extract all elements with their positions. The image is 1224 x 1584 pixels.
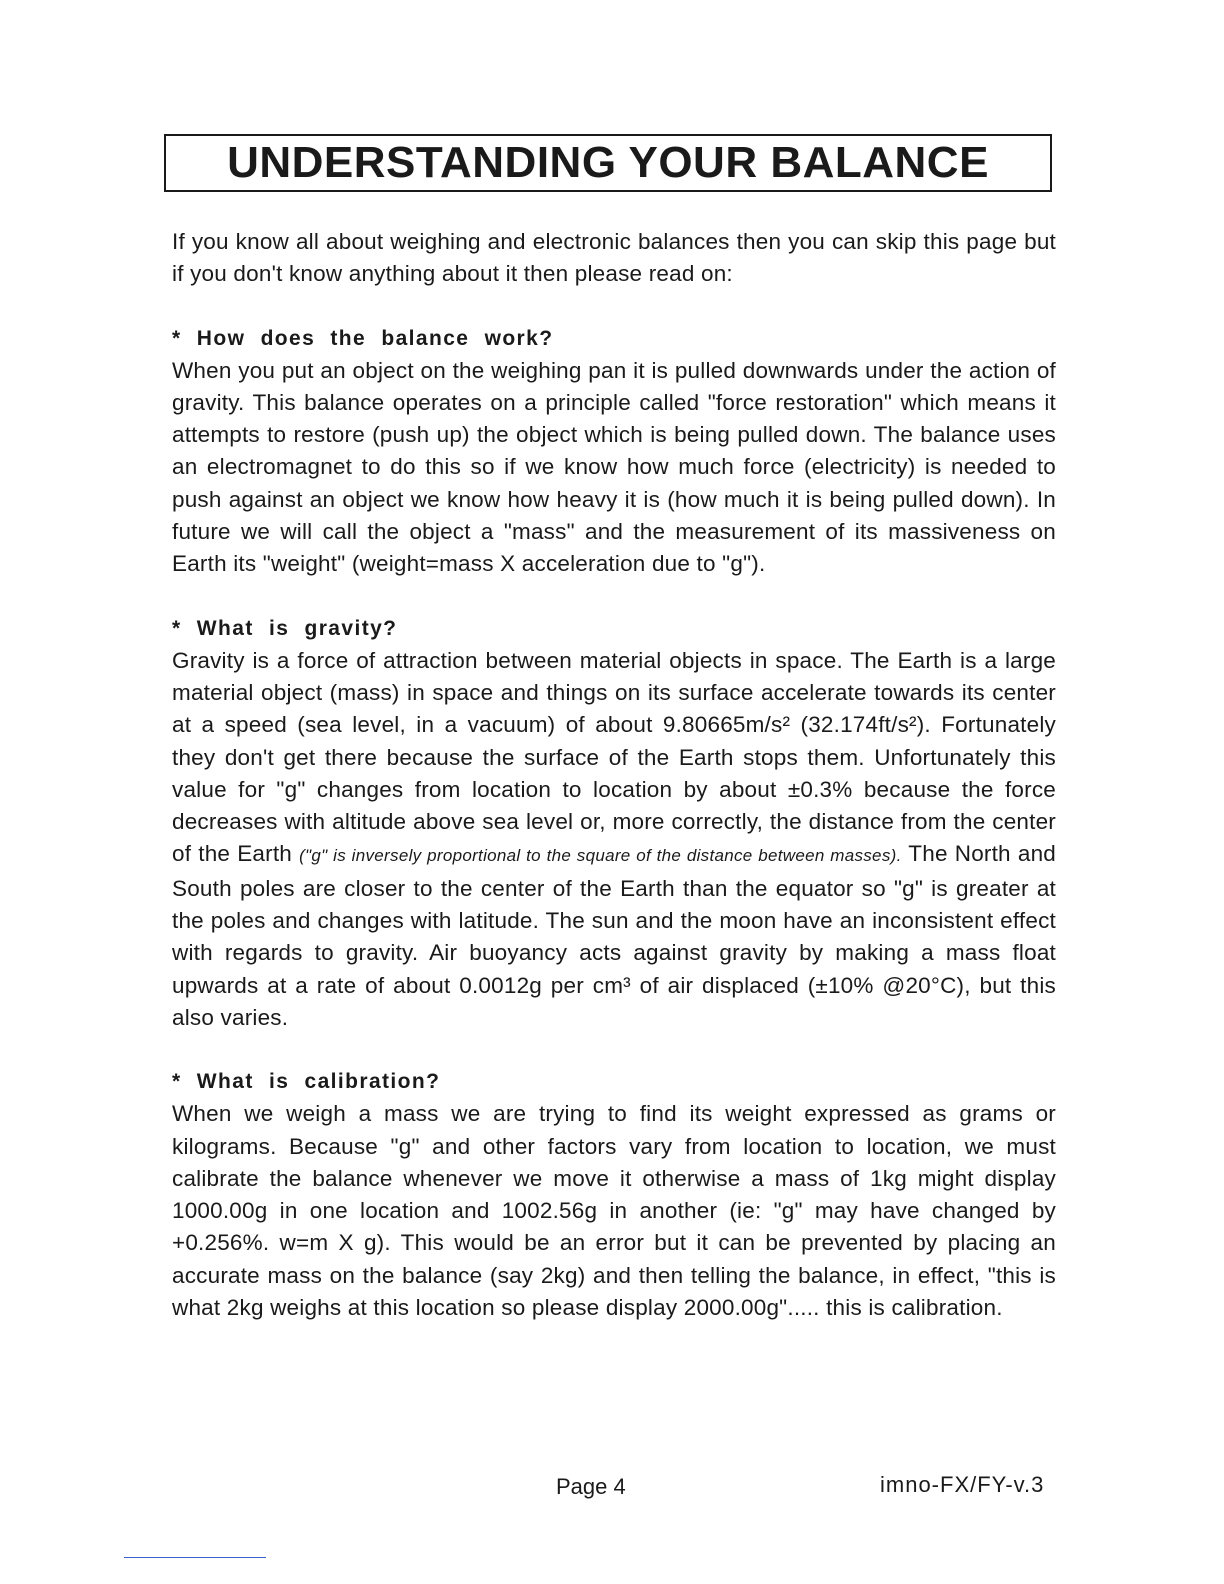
spacer bbox=[172, 581, 1056, 613]
section-body-balance-work: When you put an object on the weighing pan it is pulled downwards under the action of gravity. This balance operates on a principle called "force restoration" which means it attempts to restore (push up) the object which is being pulled down. The balance uses an electromagnet to do this so if we know how much force (electricity) is needed to push against an object we know how heavy it is (how much it is being pulled down). In future we will call the object a "mass" and the measurement of its massiveness on Earth its "weight" (weight=mass X acceleration due to "g"). bbox=[172, 357, 1056, 577]
section-body-gravity bbox=[172, 645, 1056, 1035]
page-title: UNDERSTANDING YOUR BALANCE bbox=[227, 138, 989, 187]
document-body bbox=[172, 226, 1056, 1324]
gravity-text-part1: Gravity is a force of attraction between material objects in space. The Earth is a large material object (mass) in space and things on its surface accelerate towards its center at a speed (sea level, in a vacuum) of about 9.80665m/s² (32.174ft/s²). Fortunately they don't get there because the surface of the Earth stops them. Unfortunately this value for "g" changes from location to location by about ±0.3% because the force decreases with altitude above sea level or, more correctly, the distance from the center of the Earth bbox=[172, 647, 1056, 867]
spacer bbox=[172, 291, 1056, 323]
section-heading-balance-work: * How does the balance work? bbox=[172, 326, 554, 350]
title-box bbox=[164, 134, 1052, 192]
spacer bbox=[172, 1034, 1056, 1066]
section-body-calibration: When we weigh a mass we are trying to find its weight expressed as grams or kilograms. Because "g" and other factors vary from location to location, we must calibrate the balance whenever we move it otherwise a mass of 1kg might display 1000.00g in one location and 1002.56g in another (ie: "g" may have changed by +0.256%. w=m X g). This would be an error but it can be prevented by placing an accurate mass on the balance (say 2kg) and then telling the balance, in effect, "this is what 2kg weighs at this location so please display 2000.00g"..... this is calibration. bbox=[172, 1101, 1056, 1321]
footer-divider bbox=[124, 1557, 266, 1558]
gravity-text-part2: The North and South poles are closer to the center of the Earth than the equator so "g" is greater at the poles and changes with latitude. The sun and the moon have an inconsistent effect with regards to gravity. Air buoyancy acts against gravity by making a mass float upwards at a rate of about 0.0012g per cm³ of air displaced (±10% @20°C), but this also varies. bbox=[172, 841, 1057, 1030]
document-code: imno-FX/FY-v.3 bbox=[880, 1472, 1045, 1497]
gravity-inline-note: ("g" is inversely proportional to the square of the distance between masses). bbox=[299, 846, 902, 866]
section-heading-calibration: * What is calibration? bbox=[172, 1070, 441, 1094]
intro-paragraph: If you know all about weighing and electronic balances then you can skip this page but if you don't know anything about it then please read on: bbox=[172, 229, 1056, 287]
section-heading-gravity: * What is gravity? bbox=[172, 616, 398, 640]
page-number: Page 4 bbox=[556, 1474, 626, 1499]
